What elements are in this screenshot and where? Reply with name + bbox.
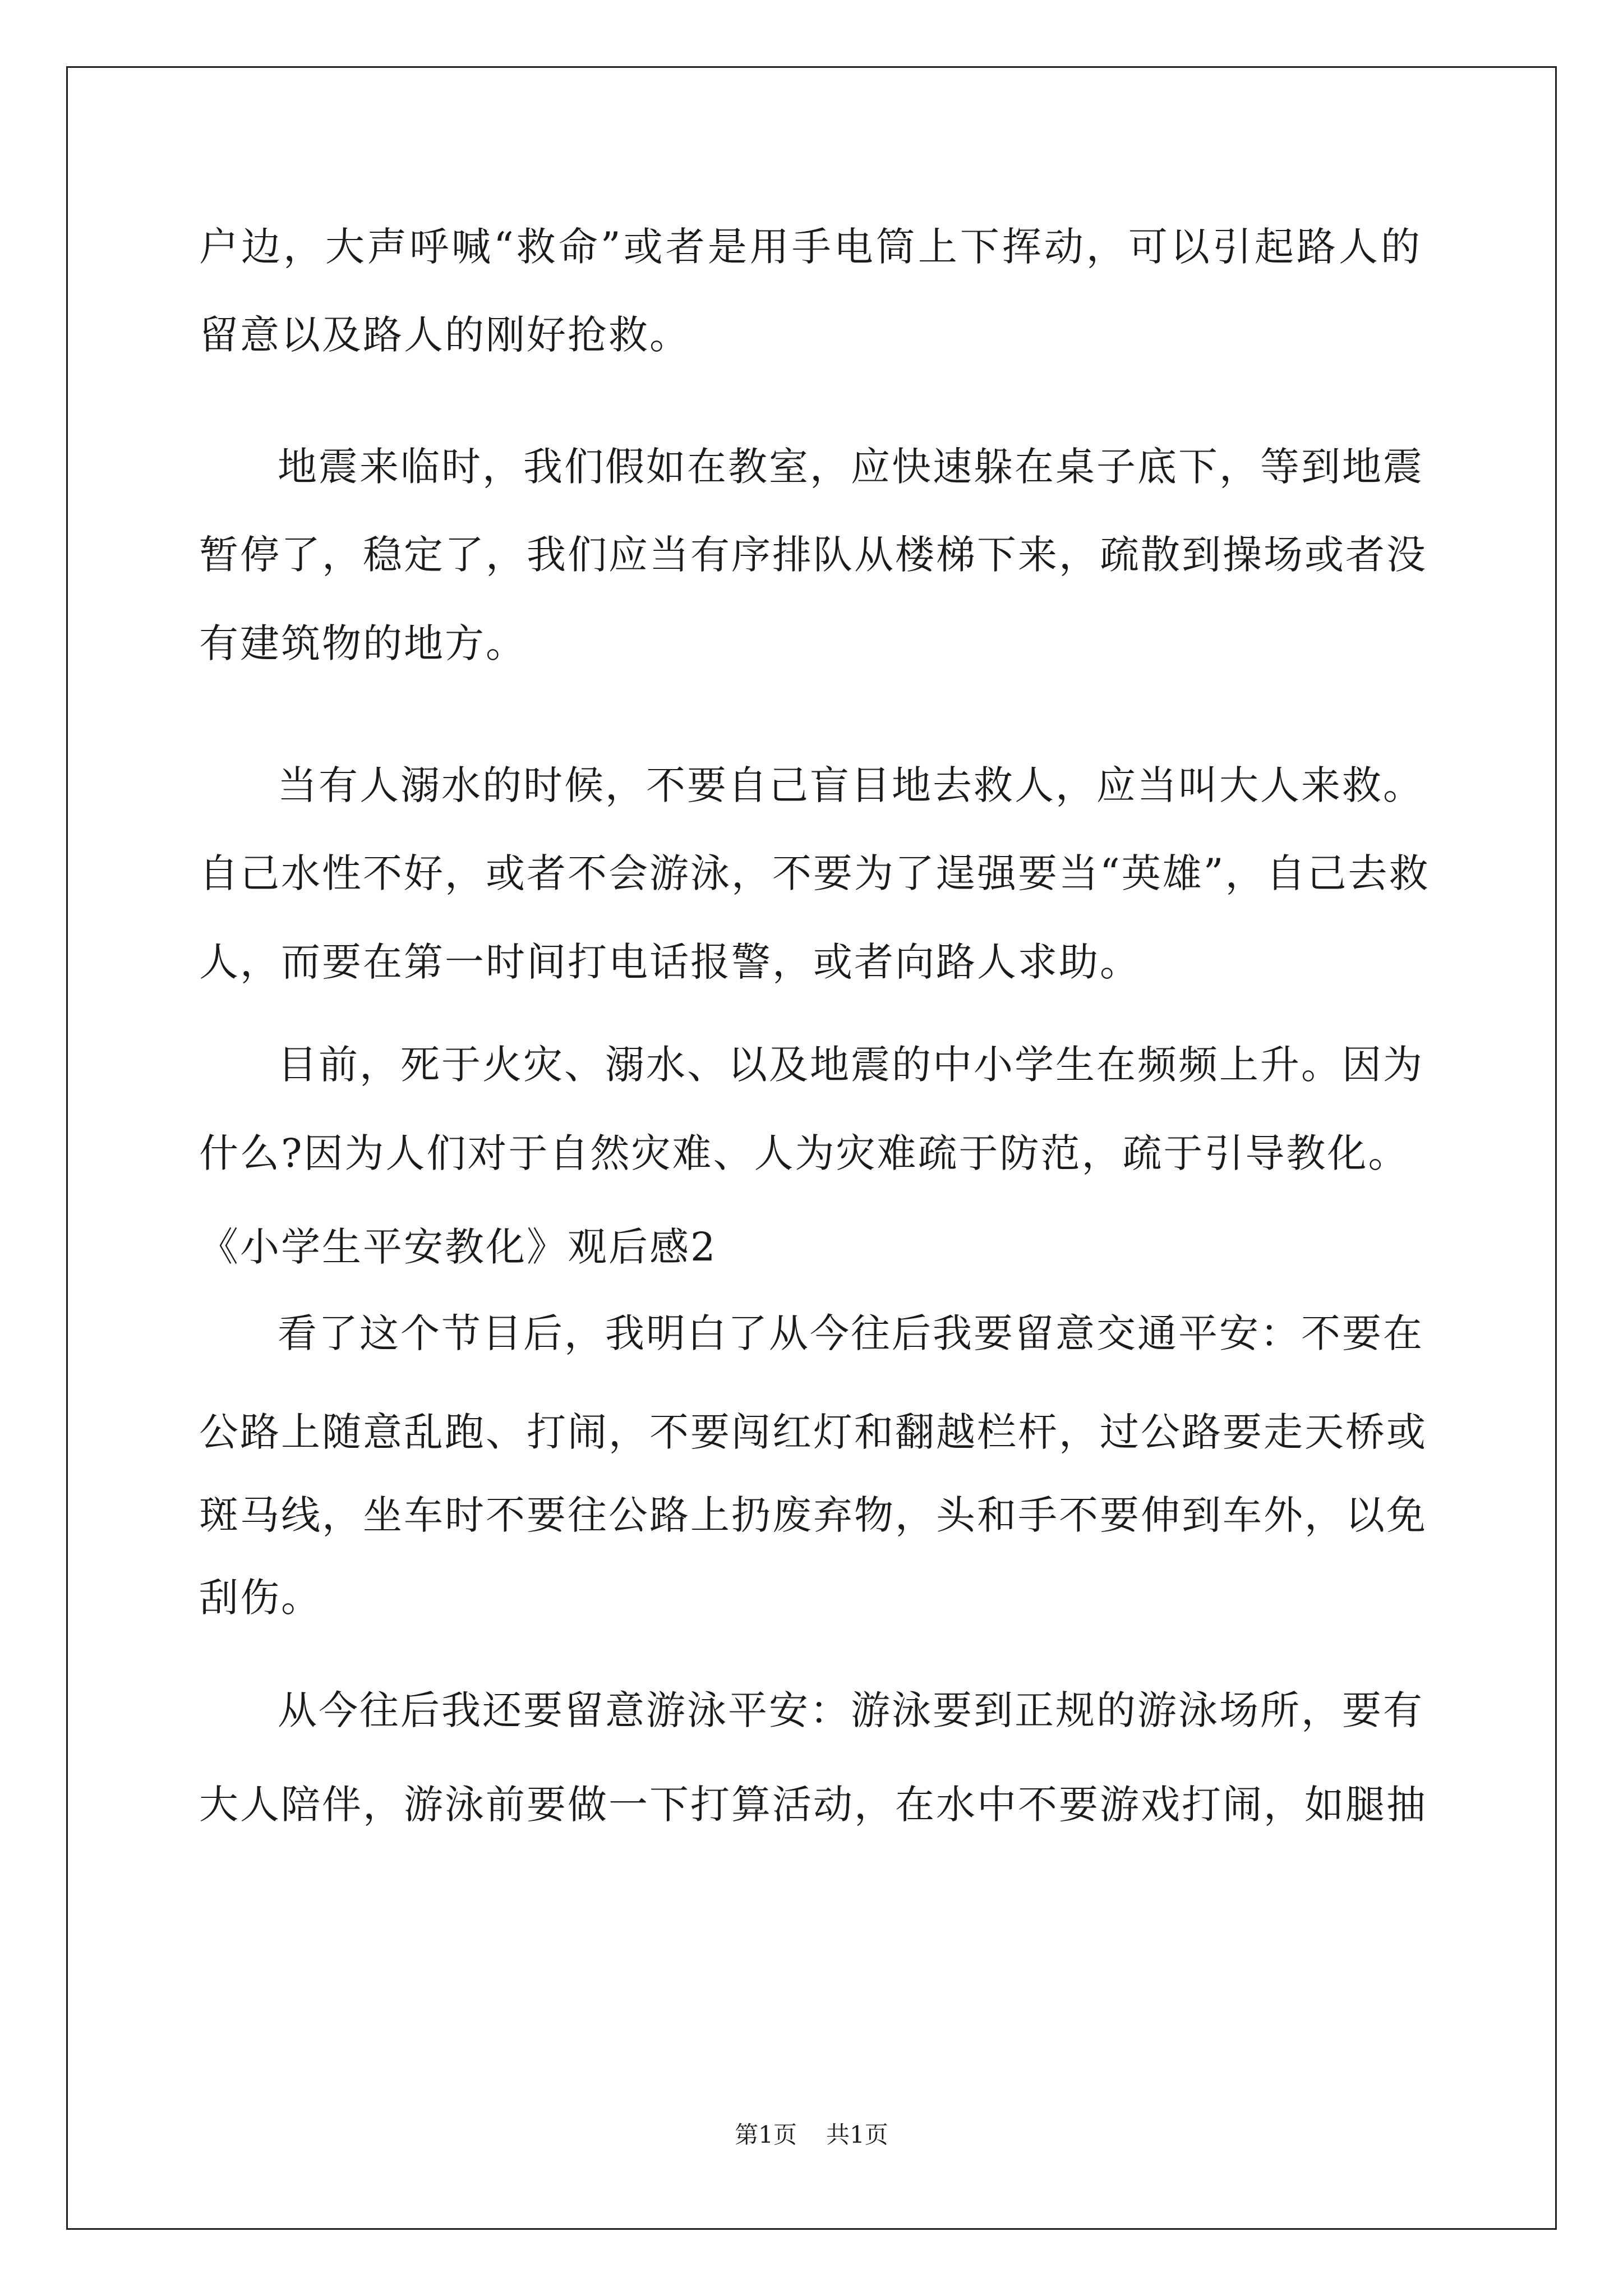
page-number-total: 共1页 xyxy=(826,2121,888,2148)
text-line: 有建筑物的地方。 xyxy=(199,620,527,666)
text-line: 暂停了，稳定了，我们应当有序排队从楼梯下来，疏散到操场或者没 xyxy=(199,532,1427,578)
page-number-current: 第1页 xyxy=(735,2121,797,2148)
section-heading: 《小学生平安教化》观后感2 xyxy=(199,1224,717,1270)
text-line: 留意以及路人的刚好抢救。 xyxy=(199,312,690,358)
paragraph-first-line: 地震来临时，我们假如在教室，应快速躲在桌子底下，等到地震 xyxy=(278,444,1424,490)
text-line: 大人陪伴，游泳前要做一下打算活动，在水中不要游戏打闹，如腿抽 xyxy=(199,1782,1427,1828)
text-line: 自己水性不好，或者不会游泳，不要为了逞强要当“英雄”，自己去救 xyxy=(199,850,1430,896)
paragraph-first-line: 当有人溺水的时候，不要自己盲目地去救人，应当叫大人来救。 xyxy=(278,762,1424,808)
page-footer xyxy=(0,2123,1623,2147)
paragraph-first-line: 从今往后我还要留意游泳平安：游泳要到正规的游泳场所，要有 xyxy=(278,1687,1424,1733)
paragraph-first-line: 看了这个节目后，我明白了从今往后我要留意交通平安：不要在 xyxy=(278,1310,1424,1356)
text-line: 人，而要在第一时间打电话报警，或者向路人求助。 xyxy=(199,939,1141,985)
text-line: 公路上随意乱跑、打闹，不要闯红灯和翻越栏杆，过公路要走天桥或 xyxy=(199,1409,1427,1455)
paragraph-first-line: 目前，死于火灾、溺水、以及地震的中小学生在频频上升。因为 xyxy=(278,1042,1424,1088)
text-line: 斑马线，坐车时不要往公路上扔废弃物，头和手不要伸到车外，以免 xyxy=(199,1492,1427,1538)
text-line: 户边，大声呼喊“救命”或者是用手电筒上下挥动，可以引起路人的 xyxy=(199,224,1422,270)
text-line: 什么?因为人们对于自然灾难、人为灾难疏于防范，疏于引导教化。 xyxy=(199,1130,1409,1176)
text-line: 刮伤。 xyxy=(199,1575,322,1621)
